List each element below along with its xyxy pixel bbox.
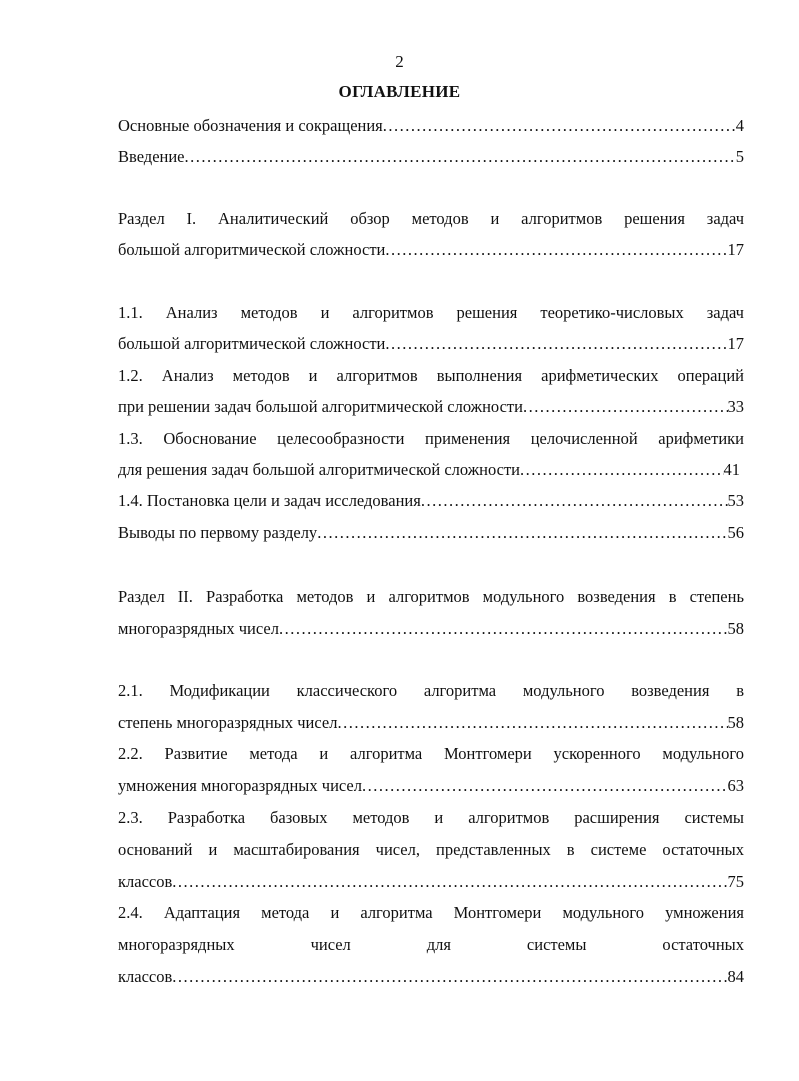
toc-chapter-1-1-line1: 1.1. Анализ методов и алгоритмов решения теоретико-числовых задач (118, 303, 744, 322)
toc-entry-abbreviations (118, 115, 744, 137)
toc-entry-text: большой алгоритмической сложности (118, 240, 386, 259)
toc-page-number: 58 (727, 619, 744, 638)
toc-entry-text: классов (118, 872, 173, 891)
toc-page-number: 33 (727, 397, 744, 416)
toc-entry-introduction (118, 146, 744, 168)
toc-page-number: 17 (727, 240, 744, 259)
leader-dots (337, 712, 727, 734)
page-number: 2 (395, 52, 404, 71)
toc-chapter-1-4 (118, 490, 744, 512)
toc-chapter-1-2-line1: 1.2. Анализ методов и алгоритмов выполнения арифметических операций (118, 366, 744, 385)
toc-conclusions-1 (118, 522, 744, 544)
toc-page-number: 63 (727, 776, 744, 795)
toc-chapter-2-3-line1: 2.3. Разработка базовых методов и алгоритмов расширения системы (118, 808, 744, 827)
toc-entry-text: степень многоразрядных чисел (118, 713, 338, 732)
toc-chapter-1-3 (118, 459, 740, 481)
leader-dots (421, 490, 728, 512)
leader-dots (317, 522, 727, 544)
toc-entry-text: многоразрядных чисел (118, 619, 279, 638)
toc-chapter-2-1-line1: 2.1. Модификации классического алгоритма модульного возведения в (118, 681, 744, 700)
leader-dots (385, 239, 727, 261)
toc-chapter-2-2-line1: 2.2. Развитие метода и алгоритма Монтгомери ускоренного модульного (118, 744, 744, 763)
toc-page-number: 5 (735, 147, 744, 166)
toc-entry-text: большой алгоритмической сложности (118, 334, 386, 353)
toc-chapter-2-4 (118, 966, 744, 988)
page-title: ОГЛАВЛЕНИЕ (338, 82, 461, 101)
toc-entry-text: Введение (118, 147, 185, 166)
toc-chapter-2-3-line2: оснований и масштабирования чисел, представленных в системе остаточных (118, 840, 744, 859)
toc-entry-text: классов (118, 967, 173, 986)
toc-chapter-2-2 (118, 775, 744, 797)
toc-chapter-1-3-line1: 1.3. Обоснование целесообразности применения целочисленной арифметики (118, 429, 744, 448)
toc-entry-text: Выводы по первому разделу (118, 523, 318, 542)
toc-entry-text: для решения задач большой алгоритмической сложности (118, 460, 521, 479)
toc-chapter-1-1 (118, 333, 744, 355)
leader-dots (362, 775, 728, 797)
toc-page-number: 53 (727, 491, 744, 510)
leader-dots (383, 115, 736, 137)
leader-dots (520, 459, 723, 481)
toc-entry-text: 1.4. Постановка цели и задач исследования (118, 491, 421, 510)
toc-chapter-2-4-line2: многоразрядных чисел для системы остаточных (118, 935, 744, 954)
toc-entry-text: Основные обозначения и сокращения (118, 116, 383, 135)
toc-chapter-2-1 (118, 712, 744, 734)
leader-dots (172, 966, 727, 988)
toc-chapter-2-4-line1: 2.4. Адаптация метода и алгоритма Монтгомери модульного умножения (118, 903, 744, 922)
toc-section-2-line1: Раздел II. Разработка методов и алгоритмов модульного возведения в степень (118, 587, 744, 606)
toc-page-number: 17 (727, 334, 744, 353)
toc-chapter-2-3 (118, 871, 744, 893)
toc-page-number: 4 (735, 116, 744, 135)
toc-chapter-1-2 (118, 396, 744, 418)
toc-page-number: 41 (723, 460, 740, 479)
leader-dots (385, 333, 727, 355)
toc-page-number: 56 (727, 523, 744, 542)
toc-page-number: 58 (727, 713, 744, 732)
toc-section-2 (118, 618, 744, 640)
toc-section-1 (118, 239, 744, 261)
toc-page-number: 75 (727, 872, 744, 891)
leader-dots (279, 618, 728, 640)
leader-dots (185, 146, 736, 168)
leader-dots (523, 396, 728, 418)
toc-entry-text: при решении задач большой алгоритмической сложности (118, 397, 523, 416)
toc-page-number: 84 (727, 967, 744, 986)
toc-entry-text: умножения многоразрядных чисел (118, 776, 362, 795)
toc-section-1-line1: Раздел I. Аналитический обзор методов и алгоритмов решения задач (118, 209, 744, 228)
leader-dots (172, 871, 727, 893)
